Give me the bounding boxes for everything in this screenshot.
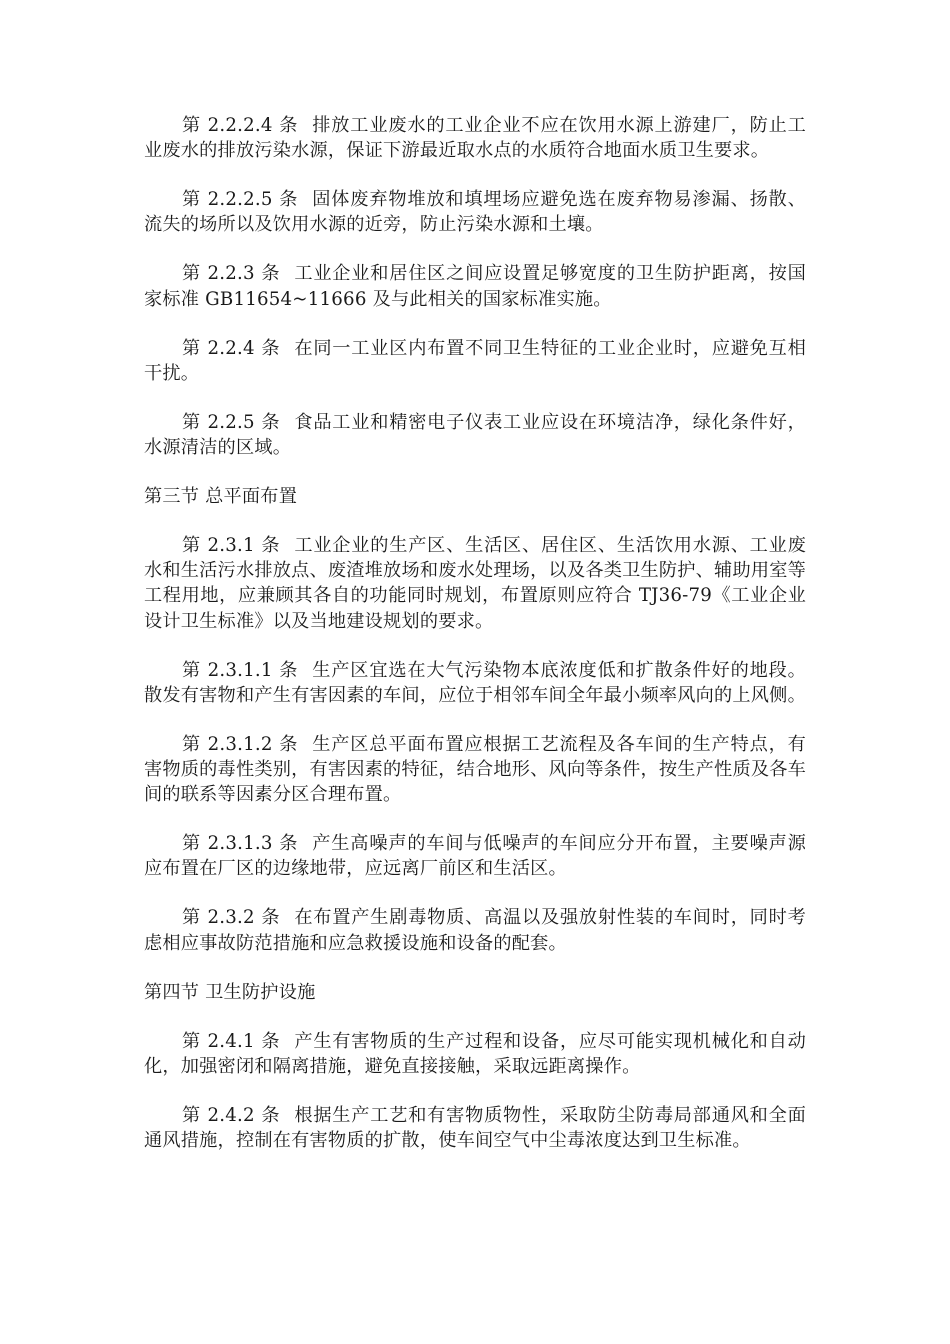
article-paragraph [144,831,806,881]
section-heading: 第三节 总平面布置 [144,486,298,508]
article-text: 在布置产生剧毒物质、高温以及强放射性装的车间时，同时考虑相应事故防范措施和应急救援设施和设备的配套。 [144,907,807,954]
article-text: 排放工业废水的工业企业不应在饮用水源上游建厂，防止工业废水的排放污染水源，保证下游最近取水点的水质符合地面水质卫生要求。 [144,115,806,162]
article-text: 生产区宜选在大气污染物本底浓度低和扩散条件好的地段。散发有害物和产生有害因素的车间，应位于相邻车间全年最小频率风向的上风侧。 [144,659,806,706]
article-paragraph [144,261,806,311]
article-number: 第 2.3.1.2 条 [182,733,299,755]
article-paragraph [144,533,806,634]
article-text: 生产区总平面布置应根据工艺流程及各车间的生产特点，有害物质的毒性类别，有害因素的特征，结合地形、风向等条件，按生产性质及各车间的联系等因素分区合理布置。 [144,733,806,806]
article-paragraph [144,905,806,955]
article-paragraph [144,1029,806,1079]
article-text: 产生有害物质的生产过程和设备，应尽可能实现机械化和自动化，加强密闭和隔离措施，避免直接接触，采取远距离操作。 [144,1030,807,1077]
article-text: 固体废弃物堆放和填埋场应避免选在废弃物易渗漏、扬散、流失的场所以及饮用水源的近旁，防止污染水源和土壤。 [144,189,806,236]
article-paragraph [144,732,806,808]
article-text: 食品工业和精密电子仪表工业应设在环境洁净，绿化条件好，水源清洁的区域。 [144,411,807,459]
section-heading: 第四节 卫生防护设施 [144,981,316,1003]
document-page [144,113,806,1177]
article-number: 第 2.3.1 条 [182,535,281,557]
article-number: 第 2.4.2 条 [182,1104,281,1126]
article-paragraph [144,113,806,163]
article-number: 第 2.2.3 条 [182,263,281,285]
article-paragraph [144,187,806,237]
article-number: 第 2.2.2.5 条 [182,189,299,211]
article-text: 工业企业和居住区之间应设置足够宽度的卫生防护距离，按国家标准 GB11654~11666 及与此相关的国家标准实施。 [144,263,807,310]
article-text: 在同一工业区内布置不同卫生特征的工业企业时，应避免互相干扰。 [144,337,807,384]
article-paragraph [144,410,806,460]
article-paragraph [144,658,806,708]
article-number: 第 2.4.1 条 [182,1030,281,1052]
article-text: 产生高噪声的车间与低噪声的车间应分开布置，主要噪声源应布置在厂区的边缘地带，应远离厂前区和生活区。 [144,833,806,880]
article-number: 第 2.3.1.3 条 [182,833,299,855]
article-text: 工业企业的生产区、生活区、居住区、生活饮用水源、工业废水和生活污水排放点、废渣堆放场和废水处理场，以及各类卫生防护、辅助用室等工程用地，应兼顾其各自的功能同时规划，布置原则应符合 TJ36-79《工业企业设计卫生标准》以及当地建设规划的要求。 [144,535,807,632]
article-number: 第 2.3.1.1 条 [182,659,299,681]
article-paragraph [144,336,806,386]
article-number: 第 2.2.4 条 [182,337,281,359]
article-paragraph [144,1103,806,1153]
article-number: 第 2.3.2 条 [182,907,281,929]
article-number: 第 2.2.2.4 条 [182,115,299,136]
article-number: 第 2.2.5 条 [182,411,281,433]
article-text: 根据生产工艺和有害物质物性，采取防尘防毒局部通风和全面通风措施，控制在有害物质的扩散，使车间空气中尘毒浓度达到卫生标准。 [144,1104,807,1152]
